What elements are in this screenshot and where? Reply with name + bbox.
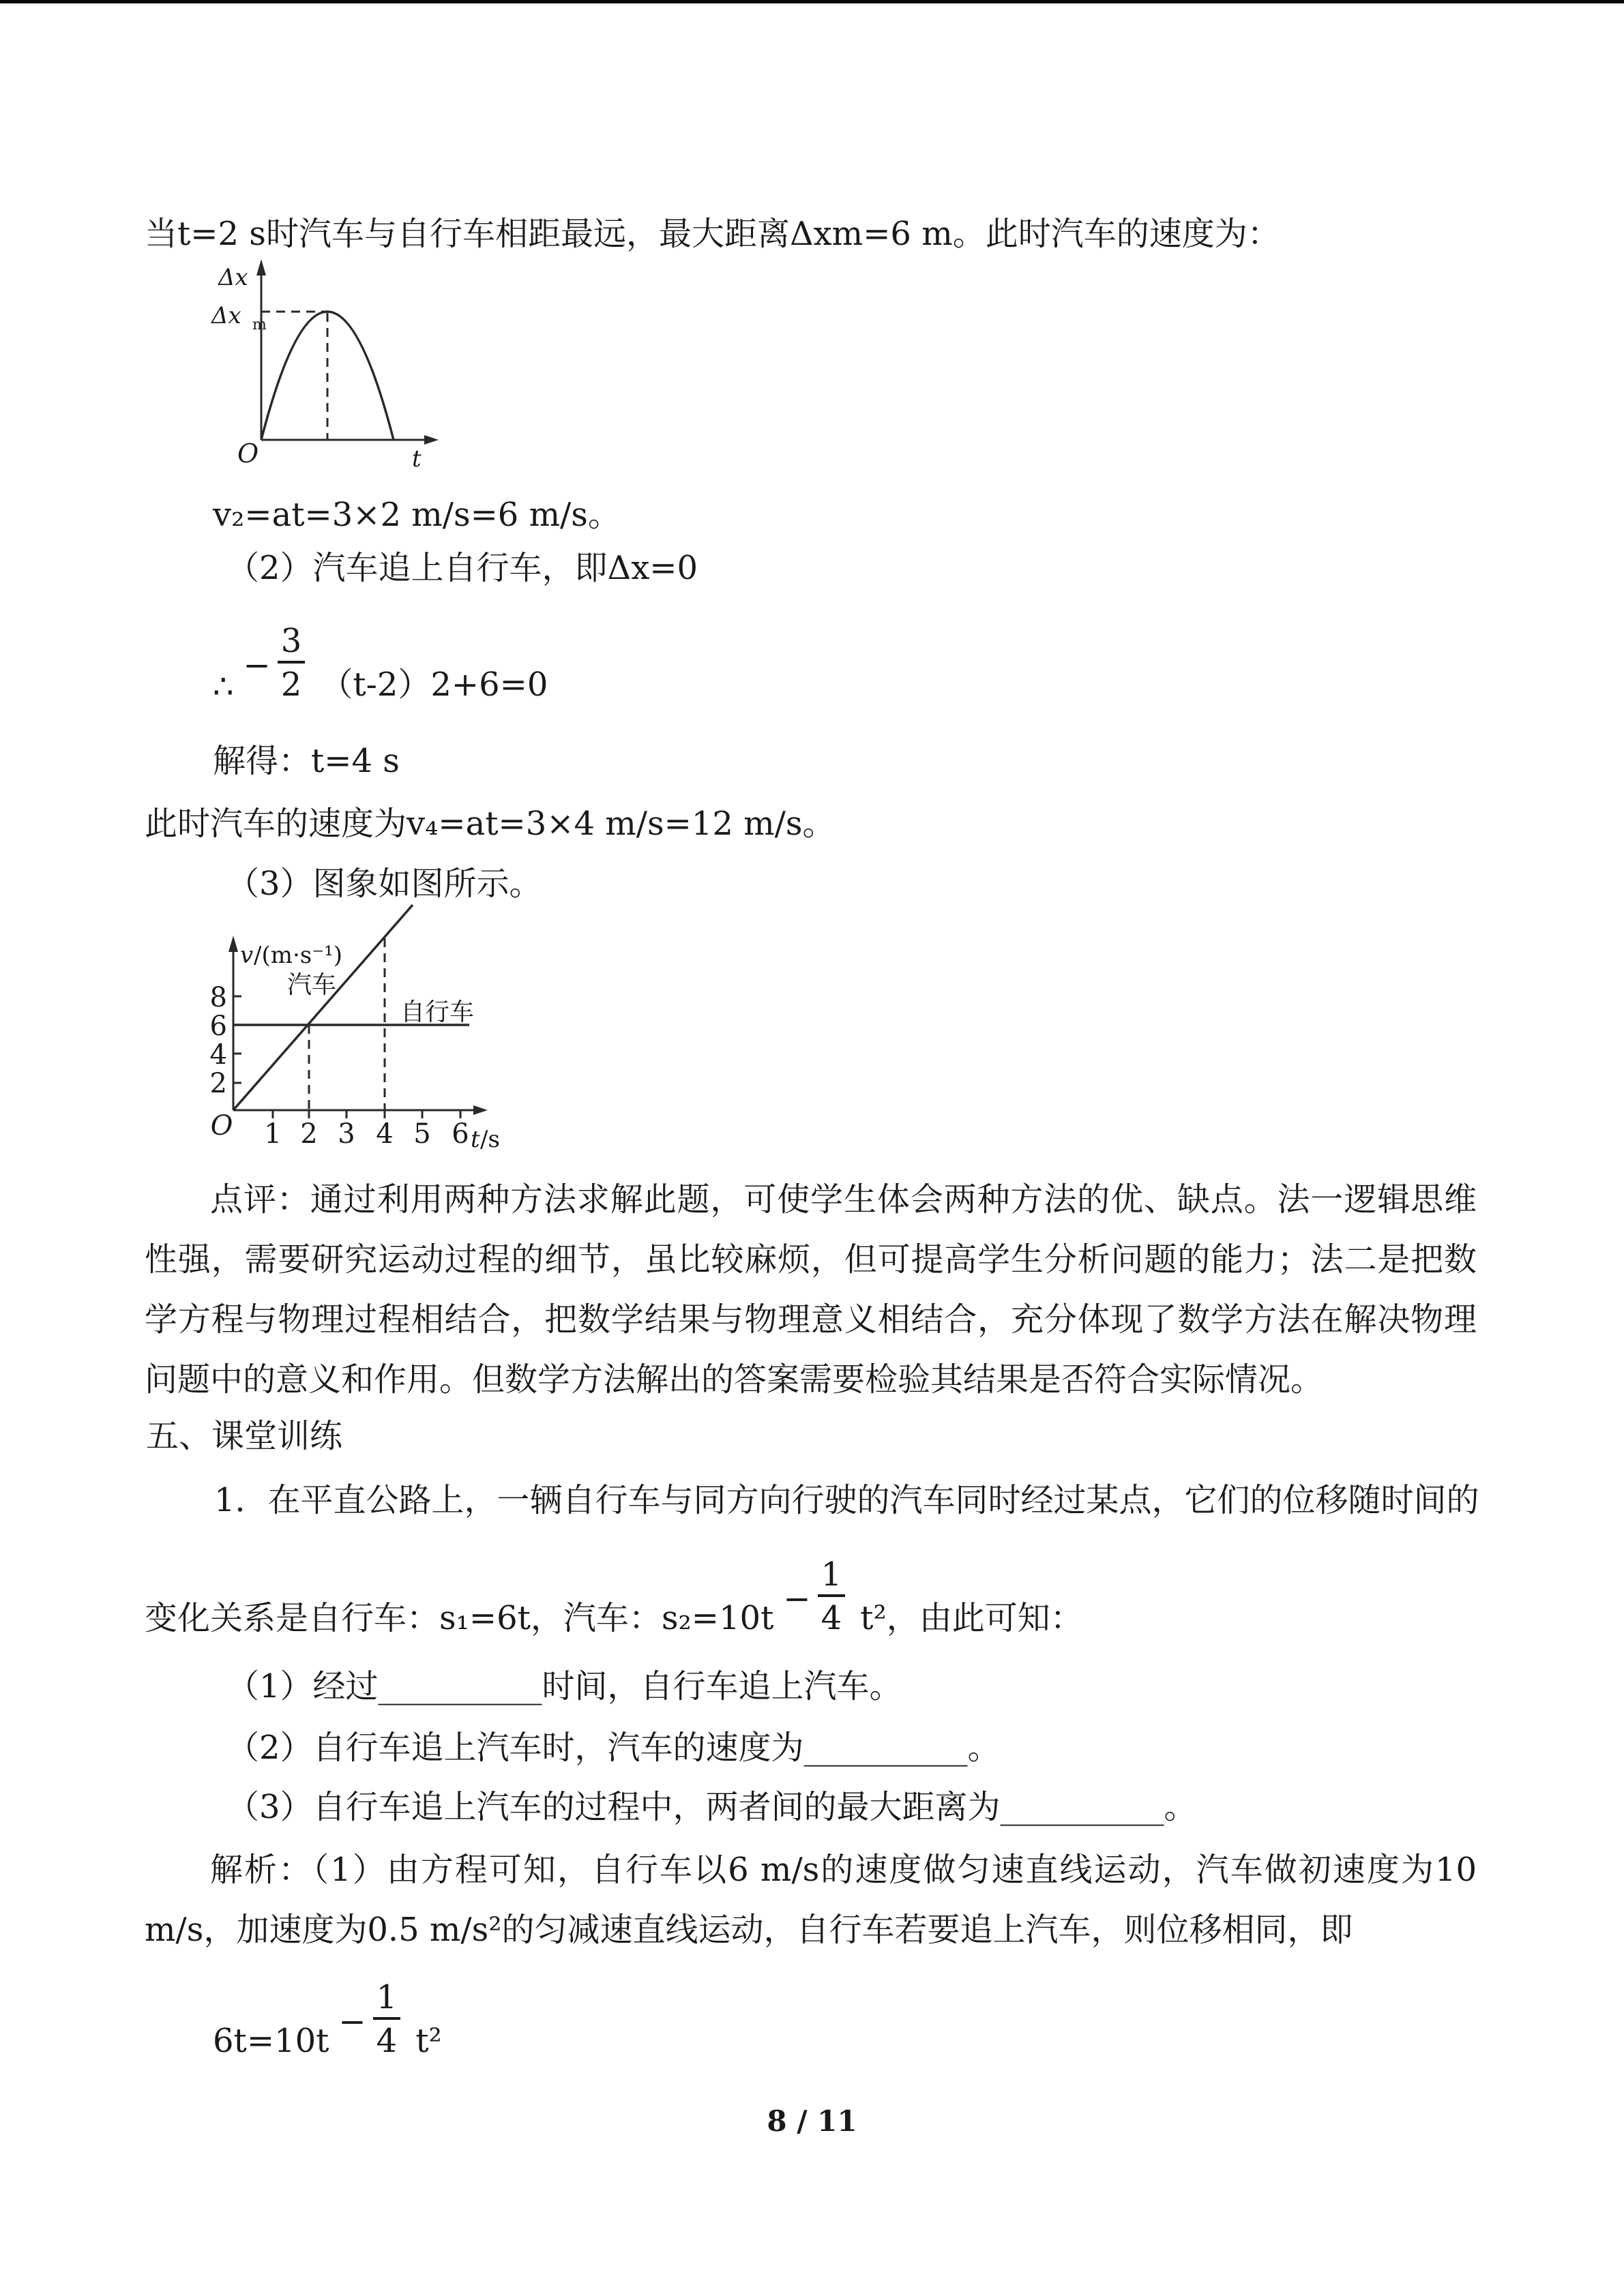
x-axis-label: t: [412, 445, 422, 473]
x-tick-label-1: 1: [264, 1118, 282, 1150]
question-1-equation-post: t²，由此可知：: [860, 1599, 1083, 1638]
section-5-heading: 五、课堂训练: [146, 1417, 343, 1455]
y-axis-unit: /(m·s⁻¹): [254, 942, 343, 969]
y-tick-label-8: 8: [209, 982, 227, 1013]
v4-line: 此时汽车的速度为v₄=at=3×4 m/s=12 m/s。: [145, 805, 836, 843]
peak-value-label: Δx: [211, 302, 241, 329]
y-axis-arrow: [256, 259, 266, 275]
equation-1: [213, 624, 548, 705]
x-tick-label-4: 4: [376, 1118, 394, 1150]
therefore-symbol: ∴: [213, 667, 234, 706]
fraction-numerator: 1: [376, 1978, 398, 2016]
fraction-1-4: [373, 1980, 401, 2059]
question-1-equation: [145, 1557, 1083, 1639]
fraction-minus-sign: −: [783, 1579, 811, 1618]
fraction-denominator: 2: [280, 666, 302, 704]
solve-line: 解得：t=4 s: [213, 742, 400, 780]
x-axis-arrow: [424, 435, 439, 445]
intro-line: 当t=2 s时汽车与自行车相距最远，最大距离Δxm=6 m。此时汽车的速度为：: [145, 215, 1280, 253]
fraction-minus-sign: −: [243, 646, 271, 685]
comment-paragraph: 点评：通过利用两种方法求解此题，可使学生体会两种方法的优、缺点。法一逻辑思维性强，需要研究运动过程的细节，虽比较麻烦，但可提高学生分析问题的能力；法二是把数学方程与物理过程相结合，把数学结果与物理意义相结合，充分体现了数学方法在解决物理问题中的意义和作用。但数学方法解出的答案需要检验其结果是否符合实际情况。: [145, 1180, 1477, 1399]
x-axis-arrow: [473, 1105, 488, 1115]
x-tick-label-6: 6: [452, 1118, 469, 1150]
car-series-label: 汽车: [287, 971, 337, 999]
fraction-denominator: 4: [821, 1599, 842, 1638]
fraction-bar: [278, 661, 306, 664]
peak-value-subscript: m: [252, 316, 267, 333]
fraction-bar: [373, 2017, 401, 2020]
fraction-3-2: [278, 624, 306, 702]
step3-line: （3）图象如图所示。: [226, 865, 542, 903]
displacement-time-graph: [198, 258, 450, 476]
y-tick-label-4: 4: [209, 1039, 227, 1071]
final-equation-pre: 6t=10t: [213, 2022, 329, 2061]
blank-question-3: （3）自行车追上汽车的过程中，两者间的最大距离为__________。: [226, 1788, 1197, 1826]
y-axis-arrow: [228, 936, 238, 952]
final-equation: [213, 1980, 442, 2061]
x-tick-label-3: 3: [338, 1118, 355, 1150]
x-tick-label-2: 2: [300, 1118, 318, 1150]
blank-question-1: （1）经过__________时间，自行车追上汽车。: [226, 1667, 902, 1705]
fraction-numerator: 3: [280, 622, 302, 660]
x-axis-unit: /s: [480, 1126, 500, 1153]
y-axis-label: Δx: [218, 264, 248, 291]
blank-question-2: （2）自行车追上汽车时，汽车的速度为__________。: [226, 1729, 1001, 1767]
question-1-equation-pre: 变化关系是自行车：s₁=6t，汽车：s₂=10t: [145, 1599, 774, 1638]
scan-edge-line: [0, 0, 1624, 3]
analysis-paragraph: 解析：（1）由方程可知，自行车以6 m/s的速度做匀速直线运动，汽车做初速度为10 m/s，加速度为0.5 m/s²的匀减速直线运动，自行车若要追上汽车，则位移相同，即: [145, 1851, 1477, 1949]
car-velocity-line: [233, 905, 413, 1110]
y-tick-label-6: 6: [209, 1011, 227, 1042]
fraction-denominator: 4: [376, 2022, 398, 2061]
v2-equation-line: v₂=at=3×2 m/s=6 m/s。: [213, 496, 621, 534]
step2-line: （2）汽车追上自行车，即Δx=0: [226, 549, 698, 587]
fraction-numerator: 1: [821, 1555, 842, 1594]
origin-label: O: [237, 438, 259, 468]
fraction-minus-sign: −: [338, 2002, 366, 2041]
fraction-1-4: [818, 1557, 846, 1636]
fraction-bar: [818, 1594, 846, 1597]
velocity-time-graph: [201, 874, 508, 1161]
final-equation-post: t²: [415, 2022, 442, 2061]
y-tick-label-2: 2: [209, 1068, 227, 1099]
origin-label: O: [210, 1110, 233, 1142]
y-axis-variable: v: [240, 942, 254, 969]
question-1-line: 1．在平直公路上，一辆自行车与同方向行驶的汽车同时经过某点，它们的位移随时间的: [214, 1481, 1479, 1519]
page-number: 8 / 11: [767, 2104, 857, 2138]
x-axis-variable: t: [471, 1126, 480, 1153]
x-tick-label-5: 5: [413, 1118, 431, 1150]
bicycle-series-label: 自行车: [400, 998, 475, 1026]
equation-1-rest: （t-2）2+6=0: [320, 666, 548, 704]
